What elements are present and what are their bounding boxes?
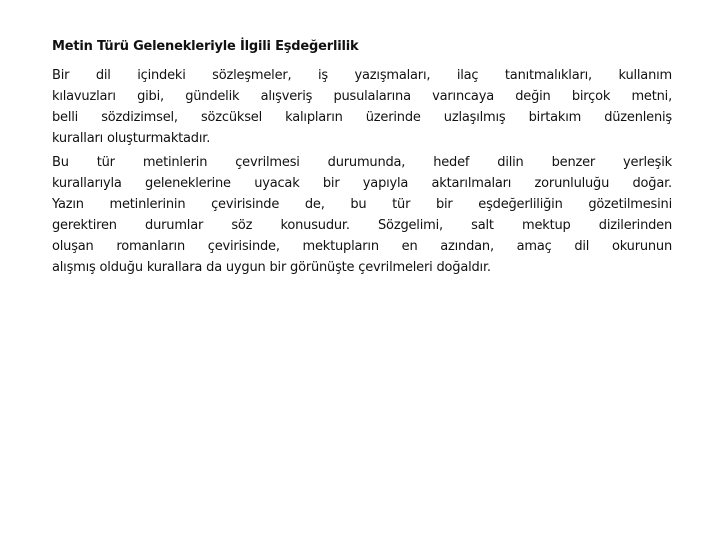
paragraph-line: kılavuzları gibi, gündelik alışveriş pusulalarına varıncaya değin birçok metni, bbox=[52, 89, 672, 104]
paragraph-line: kuralları oluşturmaktadır. bbox=[52, 131, 211, 146]
paragraph-1 bbox=[52, 65, 672, 149]
paragraph-line: kurallarıyla geleneklerine uyacak bir yapıyla aktarılmaları zorunluluğu doğar. bbox=[52, 176, 672, 191]
paragraph-line: oluşan romanların çevirisinde, mektupların en azından, amaç dil okurunun bbox=[52, 239, 672, 254]
paragraph-line: Yazın metinlerinin çevirisinde de, bu tür bir eşdeğerliliğin gözetilmesini bbox=[52, 197, 672, 212]
paragraph-2 bbox=[52, 152, 672, 278]
paragraph-line: Bu tür metinlerin çevrilmesi durumunda, hedef dilin benzer yerleşik bbox=[52, 155, 672, 170]
slide-content bbox=[52, 36, 672, 278]
section-heading: Metin Türü Gelenekleriyle İlgili Eşdeğerlilik bbox=[52, 39, 359, 54]
paragraph-line: alışmış olduğu kurallara da uygun bir görünüşte çevrilmeleri doğaldır. bbox=[52, 260, 491, 275]
paragraph-line: gerektiren durumlar söz konusudur. Sözgelimi, salt mektup dizilerinden bbox=[52, 218, 672, 233]
paragraph-line: Bir dil içindeki sözleşmeler, iş yazışmaları, ilaç tanıtmalıkları, kullanım bbox=[52, 68, 672, 83]
paragraph-line: belli sözdizimsel, sözcüksel kalıpların üzerinde uzlaşılmış birtakım düzenleniş bbox=[52, 110, 672, 125]
